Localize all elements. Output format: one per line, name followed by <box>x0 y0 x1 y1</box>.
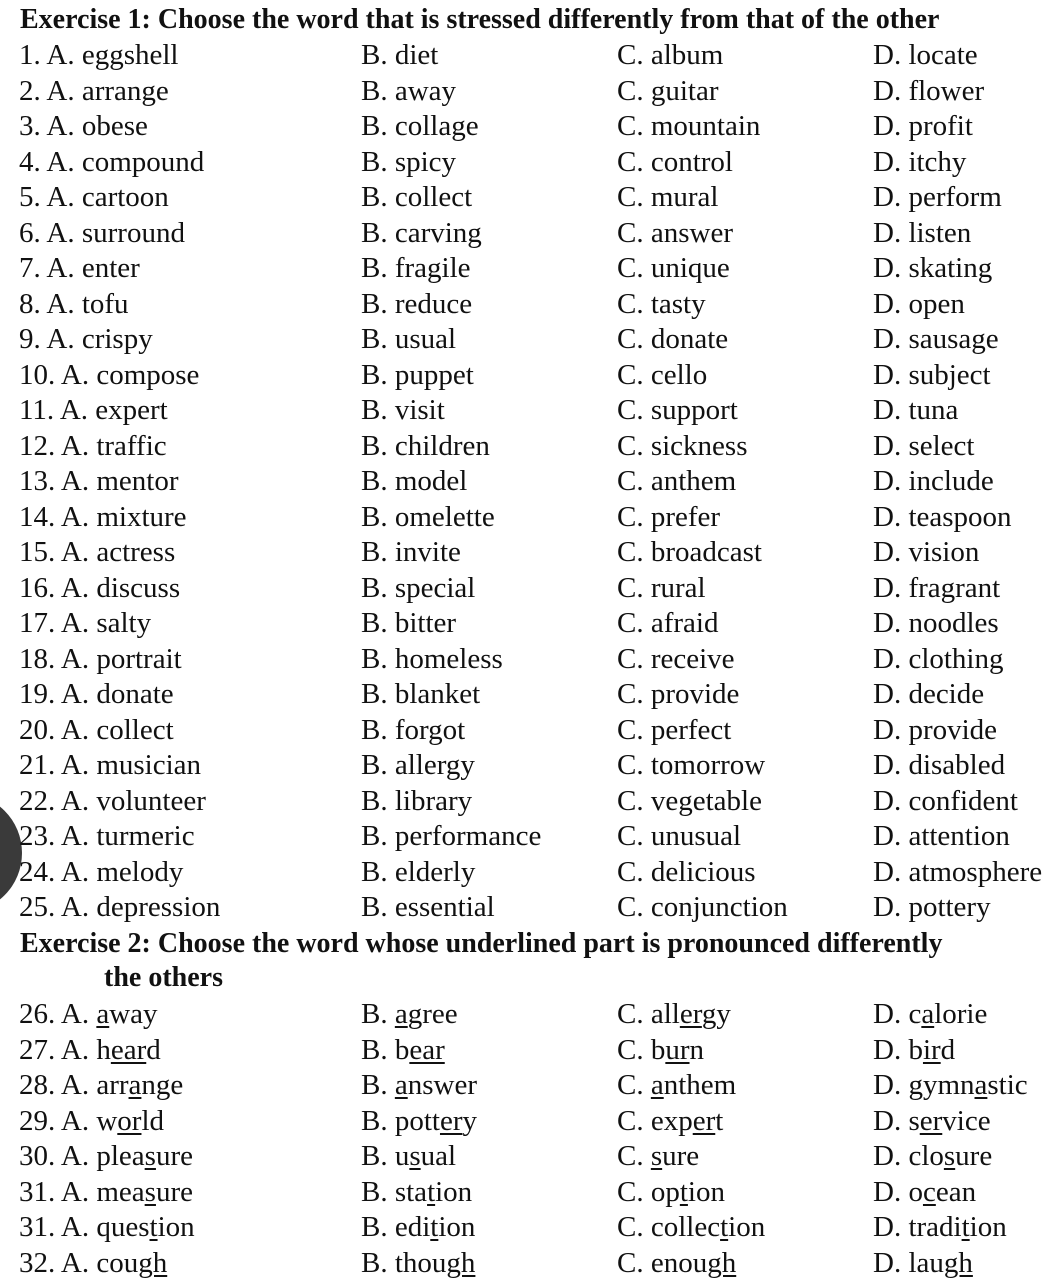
underlined-part: a <box>650 1069 664 1101</box>
word-suffix: n <box>689 1033 705 1066</box>
word-prefix: B. u <box>361 1140 410 1172</box>
word-prefix: D. s <box>873 1104 920 1137</box>
question-row <box>0 890 1024 925</box>
option-b: B. forgot <box>361 713 466 746</box>
option-a: 10. A. compose <box>19 358 200 391</box>
exercise-2-heading: Exercise 2: Choose the word whose underlined part is pronounced differently <box>20 928 943 959</box>
word-prefix: 30. A. plea <box>19 1140 145 1172</box>
question-row <box>0 642 1024 677</box>
word-suffix: ure <box>155 1175 193 1208</box>
underlined-part: ir <box>922 1033 941 1066</box>
option-a: 11. A. expert <box>19 394 168 426</box>
option-c: C. donate <box>617 323 729 355</box>
option-c: C. prefer <box>617 500 721 533</box>
option-b: B. special <box>361 571 476 604</box>
underlined-part: er <box>919 1104 943 1137</box>
question-row <box>0 1175 1024 1210</box>
question-row <box>0 145 1024 180</box>
underlined-part: c <box>922 1175 936 1208</box>
underlined-part: s <box>144 1140 156 1172</box>
question-row <box>0 855 1042 890</box>
option-c: C. rural <box>617 571 706 604</box>
option-a: 19. A. donate <box>19 678 174 710</box>
word-suffix: lorie <box>934 998 988 1030</box>
word-prefix: C. <box>617 1140 651 1172</box>
option-c: C. guitar <box>617 74 719 107</box>
option-d: D. listen <box>873 216 972 249</box>
underlined-part: er <box>679 998 702 1030</box>
option-d <box>873 1139 992 1174</box>
question-row <box>0 677 1024 712</box>
option-b: B. omelette <box>361 500 495 533</box>
option-b: B. blanket <box>361 678 481 710</box>
underlined-part: t <box>961 1211 970 1243</box>
underlined-part: a <box>128 1069 142 1101</box>
option-b: B. homeless <box>361 642 503 675</box>
word-prefix: 31. A. ques <box>19 1211 150 1243</box>
option-c: C. conjunction <box>617 891 788 923</box>
word-suffix: ld <box>141 1104 165 1137</box>
underlined-part: a <box>974 1069 988 1101</box>
option-c: C. control <box>617 145 733 178</box>
option-a: 18. A. portrait <box>19 642 182 675</box>
question-row <box>0 393 1024 428</box>
option-a: 4. A. compound <box>19 145 205 178</box>
option-a <box>19 1139 193 1174</box>
option-d: D. select <box>873 429 975 462</box>
option-d <box>873 1210 1007 1245</box>
option-c: C. cello <box>617 358 708 391</box>
option-d: D. provide <box>873 713 998 746</box>
word-prefix: 27. A. h <box>19 1033 111 1066</box>
option-c: C. provide <box>617 678 740 710</box>
word-prefix: B. pott <box>361 1104 440 1137</box>
option-d: D. perform <box>873 181 1002 213</box>
option-d: D. attention <box>873 820 1010 852</box>
option-b: B. invite <box>361 536 461 568</box>
word-suffix: ure <box>955 1140 993 1172</box>
option-d <box>873 1175 976 1210</box>
option-b: B. puppet <box>361 358 474 391</box>
option-c: C. tasty <box>617 287 706 320</box>
word-suffix: ual <box>420 1140 457 1172</box>
underlined-part: t <box>149 1211 158 1243</box>
question-row <box>0 571 1024 606</box>
option-b: B. fragile <box>361 252 471 284</box>
option-d: D. tuna <box>873 394 959 426</box>
option-b: B. model <box>361 465 468 497</box>
word-suffix: ion <box>728 1211 766 1243</box>
option-a <box>19 1175 193 1210</box>
option-b <box>361 1033 445 1068</box>
option-b: B. carving <box>361 216 482 249</box>
word-prefix: D. lau <box>873 1246 944 1279</box>
underlined-part: a <box>96 998 110 1030</box>
word-prefix: D. o <box>873 1175 923 1208</box>
word-prefix: B. <box>361 998 395 1030</box>
word-prefix: B. sta <box>361 1175 428 1208</box>
option-c <box>617 1246 736 1281</box>
option-a: 17. A. salty <box>19 607 152 639</box>
word-prefix: B. edi <box>361 1211 431 1243</box>
option-d: D. locate <box>873 39 978 71</box>
option-c: C. broadcast <box>617 536 762 568</box>
option-b: B. children <box>361 429 490 462</box>
option-a: 5. A. cartoon <box>19 181 169 213</box>
question-row <box>0 1210 1024 1245</box>
option-a: 25. A. depression <box>19 891 221 923</box>
word-prefix: D. b <box>873 1033 923 1066</box>
option-c: C. receive <box>617 642 735 675</box>
word-prefix: C. <box>617 1069 651 1101</box>
option-c: C. mountain <box>617 110 761 142</box>
option-b: B. bitter <box>361 607 457 639</box>
option-a: 14. A. mixture <box>19 500 187 533</box>
option-b: B. usual <box>361 323 457 355</box>
underlined-part: s <box>144 1175 156 1208</box>
option-d <box>873 1104 991 1139</box>
word-suffix: ion <box>157 1211 195 1243</box>
option-b: B. visit <box>361 394 445 426</box>
word-suffix: y <box>462 1104 477 1137</box>
question-row <box>0 1104 1024 1139</box>
option-a: 21. A. musician <box>19 749 202 781</box>
option-d: D. subject <box>873 358 991 391</box>
word-prefix: C. op <box>617 1175 680 1208</box>
option-c: C. unique <box>617 252 730 284</box>
option-d: D. itchy <box>873 145 967 178</box>
question-row <box>0 38 1024 73</box>
option-a: 9. A. crispy <box>19 323 153 355</box>
option-d: D. confident <box>873 784 1018 817</box>
option-a <box>19 1246 167 1281</box>
word-prefix: 26. A. <box>19 998 97 1030</box>
option-a: 13. A. mentor <box>19 465 179 497</box>
word-prefix: D. c <box>873 998 922 1030</box>
option-a: 7. A. enter <box>19 252 140 284</box>
word-suffix: ion <box>435 1175 473 1208</box>
word-suffix: d <box>146 1033 161 1066</box>
word-prefix: 31. A. mea <box>19 1175 145 1208</box>
option-d: D. decide <box>873 678 985 710</box>
option-c <box>617 1068 736 1103</box>
underlined-part: a <box>921 998 935 1030</box>
question-row <box>0 1246 1024 1281</box>
word-prefix: 32. A. cou <box>19 1246 139 1279</box>
option-c: C. anthem <box>617 465 737 497</box>
option-d: D. include <box>873 465 994 497</box>
word-prefix: C. b <box>617 1033 666 1066</box>
option-d: D. skating <box>873 252 993 284</box>
question-row <box>0 713 1024 748</box>
option-b: B. collage <box>361 110 479 142</box>
underlined-part: t <box>679 1175 688 1208</box>
option-d: D. atmosphere <box>873 855 1042 888</box>
option-b: B. performance <box>361 820 542 852</box>
question-row <box>0 322 1024 357</box>
option-a: 16. A. discuss <box>19 571 181 604</box>
underlined-part: gh <box>943 1246 973 1279</box>
option-c: C. support <box>617 394 738 426</box>
option-a: 24. A. melody <box>19 855 184 888</box>
question-row <box>0 606 1024 641</box>
underlined-part: a <box>394 998 408 1030</box>
word-suffix: vice <box>942 1104 991 1137</box>
underlined-part: gh <box>446 1246 476 1279</box>
word-suffix: nge <box>141 1069 184 1101</box>
word-prefix: 28. A. arr <box>19 1069 129 1101</box>
option-a: 23. A. turmeric <box>19 820 195 852</box>
option-d <box>873 1246 973 1281</box>
question-row <box>0 358 1024 393</box>
option-c: C. mural <box>617 181 719 213</box>
word-prefix: B. <box>361 1069 395 1101</box>
option-b <box>361 997 458 1032</box>
question-row <box>0 464 1024 499</box>
option-b: B. library <box>361 784 473 817</box>
option-b: B. collect <box>361 181 473 213</box>
option-d <box>873 997 987 1032</box>
underlined-part: er <box>692 1104 716 1137</box>
question-row <box>0 748 1024 783</box>
word-prefix: C. enou <box>617 1246 708 1279</box>
underlined-part: gh <box>707 1246 737 1279</box>
option-a: 12. A. traffic <box>19 429 167 462</box>
option-d: D. open <box>873 287 965 320</box>
option-d: D. flower <box>873 74 985 107</box>
option-d: D. vision <box>873 536 980 568</box>
word-prefix: 29. A. w <box>19 1104 118 1137</box>
option-c <box>617 1104 723 1139</box>
underlined-part: ear <box>409 1033 445 1066</box>
option-c: C. delicious <box>617 855 756 888</box>
option-c <box>617 1175 725 1210</box>
option-d <box>873 1068 1028 1103</box>
option-b <box>361 1104 477 1139</box>
underlined-part: s <box>650 1140 663 1172</box>
word-suffix: ure <box>155 1140 193 1172</box>
option-c <box>617 1033 704 1068</box>
question-row <box>0 784 1024 819</box>
underlined-part: a <box>394 1069 408 1101</box>
option-a <box>19 1068 183 1103</box>
option-c <box>617 997 731 1032</box>
word-prefix: D. clo <box>873 1140 944 1172</box>
question-row <box>0 74 1024 109</box>
question-row <box>0 535 1024 570</box>
option-b: B. allergy <box>361 749 475 781</box>
word-suffix: nthem <box>663 1069 737 1101</box>
underlined-part: t <box>720 1211 729 1243</box>
word-prefix: C. collec <box>617 1211 721 1243</box>
option-a: 3. A. obese <box>19 110 148 142</box>
underlined-part: ur <box>665 1033 690 1066</box>
option-c <box>617 1139 699 1174</box>
word-prefix: B. thou <box>361 1246 447 1279</box>
word-suffix: nswer <box>407 1069 477 1101</box>
word-suffix: t <box>715 1104 724 1137</box>
option-a <box>19 1104 164 1139</box>
underlined-part: ear <box>110 1033 147 1066</box>
word-prefix: D. gymn <box>873 1069 975 1101</box>
option-d: D. pottery <box>873 891 991 923</box>
option-b <box>361 1139 456 1174</box>
option-d: D. noodles <box>873 607 999 639</box>
question-row <box>0 819 1024 854</box>
option-a: 15. A. actress <box>19 536 176 568</box>
option-c: C. unusual <box>617 820 742 852</box>
question-row <box>0 997 1024 1032</box>
underlined-part: or <box>117 1104 142 1137</box>
option-d: D. fragrant <box>873 571 1001 604</box>
question-row <box>0 180 1024 215</box>
option-b: B. elderly <box>361 855 476 888</box>
word-prefix: B. b <box>361 1033 410 1066</box>
word-prefix: D. tradi <box>873 1211 962 1243</box>
option-d: D. disabled <box>873 749 1006 781</box>
underlined-part: s <box>409 1140 421 1172</box>
underlined-part: t <box>427 1175 436 1208</box>
question-row <box>0 109 1024 144</box>
option-b: B. reduce <box>361 287 473 320</box>
option-a <box>19 1033 161 1068</box>
option-b: B. away <box>361 74 457 107</box>
option-c: C. afraid <box>617 607 719 639</box>
option-b <box>361 1068 477 1103</box>
word-suffix: stic <box>987 1069 1028 1101</box>
option-c: C. tomorrow <box>617 749 766 781</box>
question-row <box>0 216 1024 251</box>
option-d: D. teaspoon <box>873 500 1012 533</box>
option-a: 22. A. volunteer <box>19 784 206 817</box>
word-suffix: ure <box>662 1140 700 1172</box>
question-row <box>0 1139 1024 1174</box>
underlined-part: t <box>430 1211 439 1243</box>
underlined-part: er <box>439 1104 463 1137</box>
word-suffix: d <box>940 1033 956 1066</box>
option-a <box>19 1210 195 1245</box>
word-suffix: gy <box>701 998 731 1030</box>
exercise-1-heading: Exercise 1: Choose the word that is stressed differently from that of the other <box>20 4 940 35</box>
option-a <box>19 997 158 1032</box>
option-d: D. profit <box>873 110 973 142</box>
word-suffix: ion <box>438 1211 476 1243</box>
word-suffix: ion <box>969 1211 1007 1243</box>
option-c: C. album <box>617 39 724 71</box>
question-row <box>0 1068 1028 1103</box>
option-b <box>361 1210 475 1245</box>
option-d: D. sausage <box>873 323 999 355</box>
option-a: 8. A. tofu <box>19 287 129 320</box>
question-row <box>0 500 1024 535</box>
option-b: B. diet <box>361 39 439 71</box>
option-c: C. vegetable <box>617 784 762 817</box>
option-b: B. essential <box>361 891 495 923</box>
question-row <box>0 429 1024 464</box>
option-a: 2. A. arrange <box>19 74 169 107</box>
word-suffix: ean <box>935 1175 977 1208</box>
option-a: 20. A. collect <box>19 713 174 746</box>
word-prefix: C. exp <box>617 1104 693 1137</box>
option-a: 6. A. surround <box>19 216 185 249</box>
exercise-2-heading-continuation: the others <box>104 962 223 993</box>
underlined-part: s <box>943 1140 956 1172</box>
question-row <box>0 1033 1024 1068</box>
question-row <box>0 287 1024 322</box>
option-c: C. sickness <box>617 429 748 462</box>
option-b <box>361 1175 472 1210</box>
option-d: D. clothing <box>873 642 1004 675</box>
underlined-part: gh <box>138 1246 168 1279</box>
option-b <box>361 1246 475 1281</box>
option-c <box>617 1210 765 1245</box>
word-suffix: gree <box>407 998 458 1030</box>
option-c: C. perfect <box>617 713 732 746</box>
word-suffix: way <box>109 998 158 1030</box>
question-row <box>0 251 1024 286</box>
option-a: 1. A. eggshell <box>19 39 179 71</box>
word-suffix: ion <box>687 1175 725 1208</box>
word-prefix: C. all <box>617 998 680 1030</box>
option-b: B. spicy <box>361 145 457 178</box>
option-c: C. answer <box>617 216 733 249</box>
option-d <box>873 1033 955 1068</box>
